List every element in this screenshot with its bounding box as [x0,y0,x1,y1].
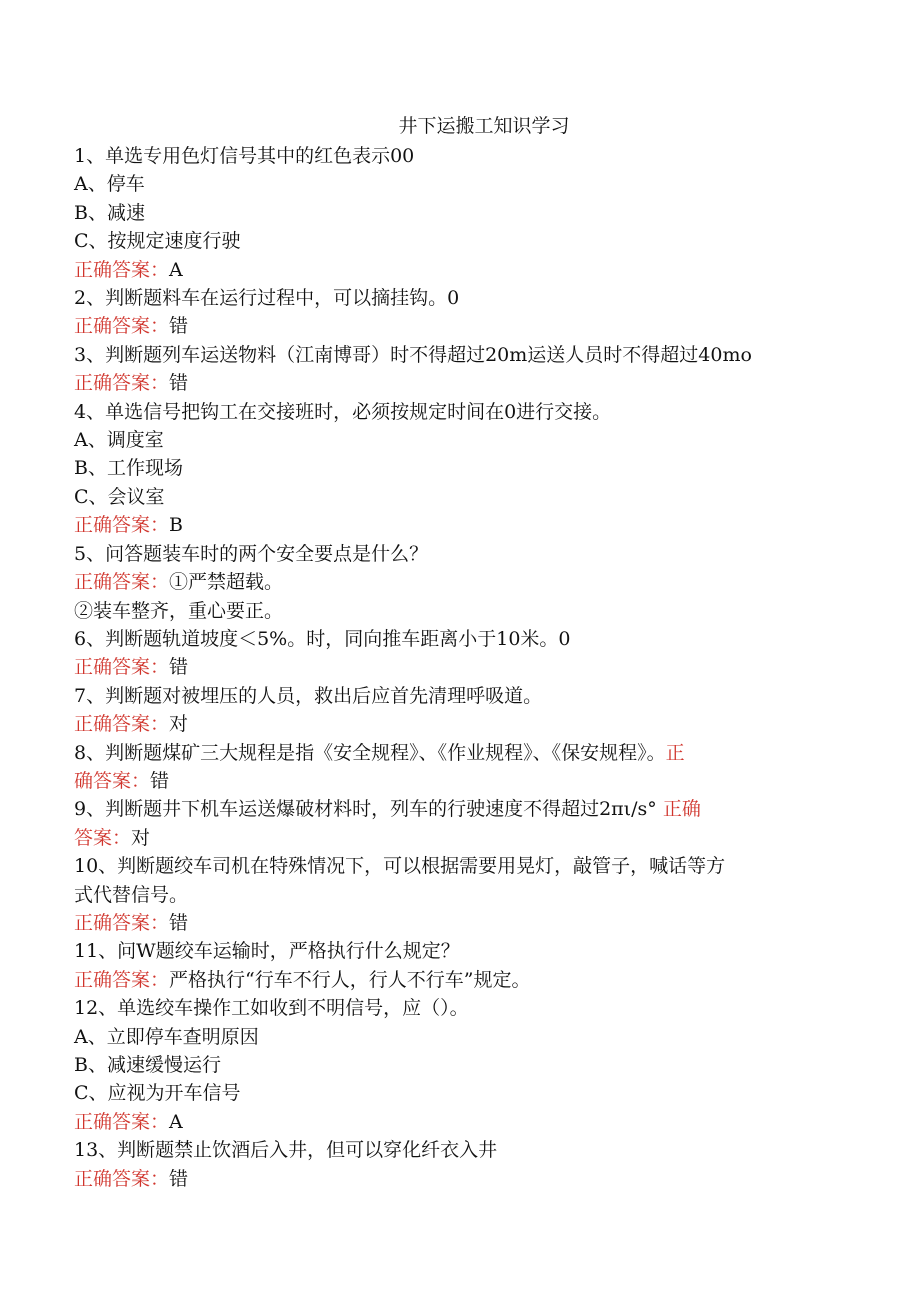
question-8-answer [74,767,834,795]
question-12-option-b: B、减速缓慢运行 [74,1054,221,1076]
answer-label: 正确答案： [74,514,170,537]
question-12-answer [74,1108,834,1136]
question-13-answer [74,1165,834,1193]
answer-label: 正确答案： [74,258,170,281]
question-5-answer-continued: ②装车整齐，重心要正。 [74,599,284,622]
answer-value: 错 [169,656,189,679]
question-9-text: 9、判断题井下机车运送爆破材料时，列车的行驶速度不得超过2πι/s° [74,798,657,821]
question-4: 4、单选信号把钩工在交接班时，必须按规定时间在0进行交接。 [74,400,612,423]
answer-value: 对 [131,826,151,849]
question-1: 1、单选专用色灯信号其中的红色表示00 [74,145,415,167]
question-7: 7、判断题对被埋压的人员，救出后应首先清理呼吸道。 [74,684,543,707]
question-12-option-a: A、立即停车查明原因 [74,1025,259,1048]
question-11: 11、问W题绞车运输时，严格执行什么规定？ [74,940,460,963]
document-page [74,112,834,1193]
answer-value: A [169,1110,183,1133]
question-1-option-a: A、停车 [74,173,145,196]
question-5: 5、问答题装车时的两个安全要点是什么？ [74,542,429,565]
question-1-answer [74,256,834,284]
question-7-answer [74,710,834,738]
answer-value: 错 [169,911,189,934]
answer-label: 正确答案： [74,656,170,679]
answer-label: 正确答案： [74,968,170,991]
question-12-option-c: C、应视为开车信号 [74,1082,241,1105]
question-4-option-c: C、会议室 [74,485,165,508]
document-title: 井下运搬工知识学习 [398,115,570,137]
answer-value: B [169,514,183,537]
answer-value: 对 [169,713,189,736]
answer-label: 正确答案： [74,315,170,338]
answer-label: 正确答案： [74,1167,170,1190]
question-4-option-a: A、调度室 [74,429,164,452]
answer-value: 错 [169,372,189,395]
answer-label: 正 [665,741,685,764]
question-12: 12、单选绞车操作工如收到不明信号，应（）。 [74,997,469,1020]
question-4-answer [74,511,834,539]
question-8 [74,739,834,767]
answer-label: 确答案： [74,769,151,792]
answer-value: 错 [169,1167,189,1190]
answer-label: 正确答案： [74,713,170,736]
answer-value: 错 [169,315,189,338]
question-3: 3、判断题列车运送物料（江南博哥）时不得超过20m运送人员时不得超过40mo [74,343,752,366]
answer-value: 严格执行“行车不行人，行人不行车”规定。 [169,968,531,991]
question-9 [74,795,834,823]
answer-label: 正确答案： [74,1110,170,1133]
question-6-answer [74,653,834,681]
question-2-answer [74,312,834,340]
question-10-answer [74,909,834,937]
question-13: 13、判断题禁止饮酒后入井，但可以穿化纤衣入井 [74,1139,498,1162]
answer-label: 正确答案： [74,911,170,934]
question-9-answer [74,824,834,852]
question-1-option-c: C、按规定速度行驶 [74,230,241,253]
answer-label: 正确 [662,798,701,821]
question-10: 10、判断题绞车司机在特殊情况下，可以根据需要用晃灯，敲管子，喊话等方 [74,855,726,878]
answer-label: 正确答案： [74,571,170,594]
answer-value: A [169,258,183,281]
question-10-continued: 式代替信号。 [74,883,189,906]
question-11-answer [74,966,834,994]
question-1-option-b: B、减速 [74,201,145,224]
question-3-answer [74,369,834,397]
answer-value: 错 [150,769,170,792]
question-8-text: 8、判断题煤矿三大规程是指《安全规程》、《作业规程》、《保安规程》。 [74,741,666,764]
answer-label: 正确答案： [74,372,170,395]
question-2: 2、判断题料车在运行过程中，可以摘挂钩。0 [74,287,460,310]
answer-value: ①严禁超载。 [169,571,284,594]
question-4-option-b: B、工作现场 [74,457,183,480]
question-5-answer [74,568,834,596]
answer-label: 答案： [74,826,132,849]
question-6: 6、判断题轨道坡度＜5%。时，同向推车距离小于10米。0 [74,627,571,650]
